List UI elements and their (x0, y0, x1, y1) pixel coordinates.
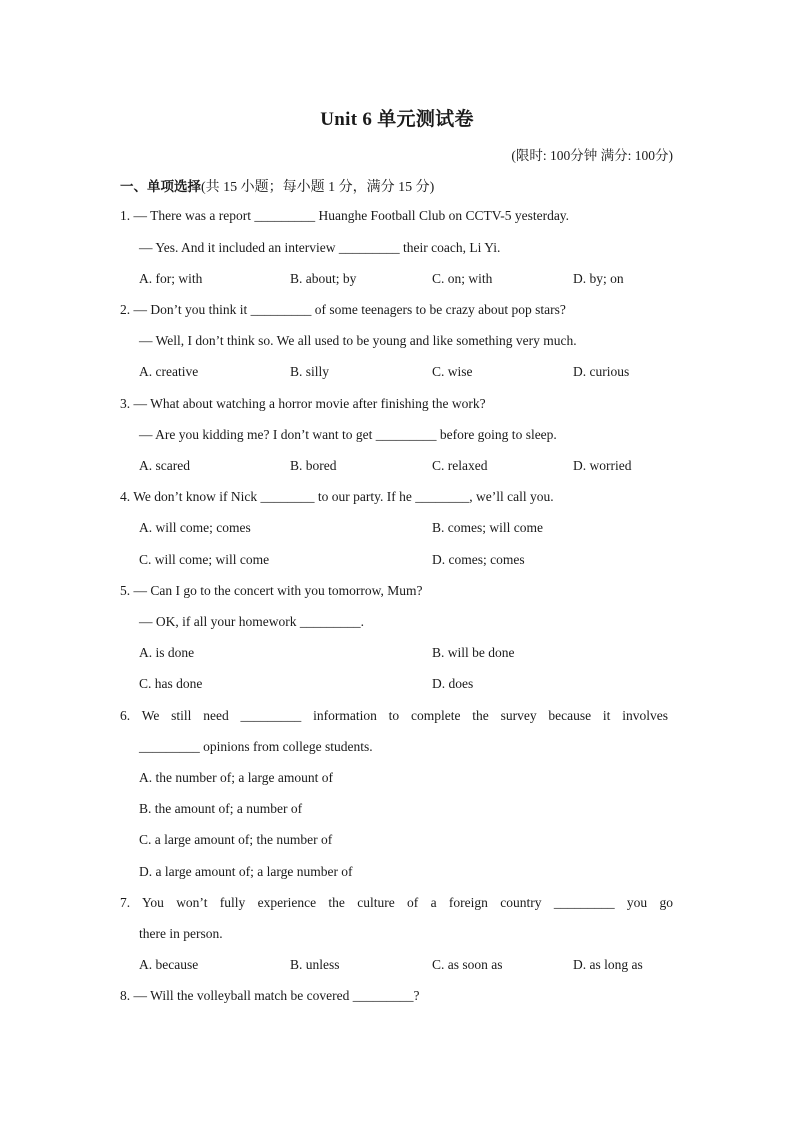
question-1-option-c: C. on; with (432, 271, 493, 286)
section-note: (共 15 小题；每小题 1 分，满分 15 分) (201, 180, 435, 195)
question-6-option-a: A. the number of; a large amount of (139, 770, 333, 785)
question-3-option-c: C. relaxed (432, 458, 488, 473)
question-3-option-d: D. worried (573, 458, 632, 473)
question-4-stem: 4. We don’t know if Nick ________ to our party. If he ________, we’ll call you. (120, 489, 554, 504)
question-1-option-d: D. by; on (573, 271, 624, 286)
question-1-reply: — Yes. And it included an interview _________ their coach, Li Yi. (139, 240, 501, 255)
question-3-stem: 3. — What about watching a horror movie after finishing the work? (120, 396, 486, 411)
question-7-stem: 7. You won’t fully experience the culture of a foreign country _________ you go (120, 895, 673, 910)
question-4-option-d: D. comes; comes (432, 552, 525, 567)
page-title: Unit 6 单元测试卷 (320, 109, 474, 130)
question-7-option-d: D. as long as (573, 957, 643, 972)
question-7-option-b: B. unless (290, 957, 340, 972)
question-5-stem: 5. — Can I go to the concert with you tomorrow, Mum? (120, 583, 423, 598)
question-2-option-d: D. curious (573, 364, 630, 379)
question-3-reply: — Are you kidding me? I don’t want to get _________ before going to sleep. (139, 427, 557, 442)
section-heading (120, 175, 434, 196)
question-1-stem: 1. — There was a report _________ Huanghe Football Club on CCTV-5 yesterday. (120, 208, 570, 223)
question-6-option-c: C. a large amount of; the number of (139, 832, 333, 847)
question-7-stem-continued: there in person. (139, 926, 223, 941)
question-6-stem-continued: _________ opinions from college students. (139, 739, 373, 754)
question-5-reply: — OK, if all your homework _________. (139, 614, 364, 629)
question-3-option-a: A. scared (139, 458, 190, 473)
question-6-stem: 6. We still need _________ information to complete the survey because it involves (120, 708, 668, 723)
question-5-option-a: A. is done (139, 645, 195, 660)
question-1-option-b: B. about; by (290, 271, 357, 286)
question-2-stem: 2. — Don’t you think it _________ of some teenagers to be crazy about pop stars? (120, 302, 566, 317)
section-title: 一、单项选择 (120, 179, 201, 195)
question-7-option-c: C. as soon as (432, 957, 503, 972)
question-5-option-d: D. does (432, 676, 474, 691)
question-1-option-a: A. for; with (139, 271, 203, 286)
question-5-option-b: B. will be done (432, 645, 515, 660)
question-3-option-b: B. bored (290, 458, 337, 473)
question-7-option-a: A. because (139, 957, 199, 972)
question-2-option-c: C. wise (432, 364, 473, 379)
question-4-option-a: A. will come; comes (139, 520, 251, 535)
question-4-option-c: C. will come; will come (139, 552, 270, 567)
question-2-option-b: B. silly (290, 364, 330, 379)
time-score-limit: (限时: 100分钟 满分: 100分) (511, 148, 673, 163)
question-8-stem: 8. — Will the volleyball match be covered _________? (120, 988, 420, 1003)
question-4-option-b: B. comes; will come (432, 520, 543, 535)
question-2-option-a: A. creative (139, 364, 199, 379)
question-5-option-c: C. has done (139, 676, 203, 691)
question-6-option-d: D. a large amount of; a large number of (139, 864, 353, 879)
question-2-reply: — Well, I don’t think so. We all used to be young and like something very much. (139, 333, 577, 348)
question-6-option-b: B. the amount of; a number of (139, 801, 303, 816)
